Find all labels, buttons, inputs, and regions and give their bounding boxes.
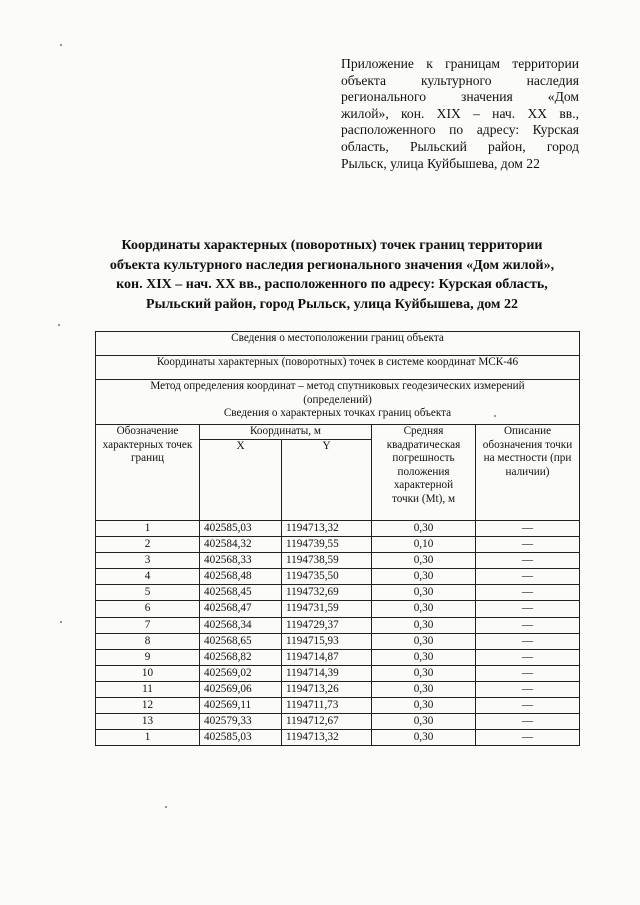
error-cell: 0,30: [372, 633, 476, 649]
error-cell: 0,30: [372, 569, 476, 585]
appendix-line: регионального значения «Дом: [341, 89, 579, 105]
table-row: [96, 730, 580, 746]
appendix-note: [341, 56, 579, 172]
point-number-cell: 10: [96, 665, 200, 681]
x-coordinate-cell: 402568,82: [200, 649, 282, 665]
title-line: кон. XIX – нач. XX вв., расположенного по адресу: Курская область,: [116, 277, 548, 292]
section-location-cell: Сведения о местоположении границ объекта: [96, 332, 580, 356]
x-coordinate-cell: 402585,03: [200, 730, 282, 746]
title-line: Координаты характерных (поворотных) точек границ территории: [121, 238, 543, 253]
table-row: [96, 553, 580, 569]
table-row: [96, 601, 580, 617]
x-coordinate-cell: 402569,06: [200, 681, 282, 697]
y-coordinate-cell: 1194714,39: [282, 665, 372, 681]
scan-speck: [60, 44, 62, 46]
table-row: [96, 617, 580, 633]
table-row: [96, 714, 580, 730]
x-coordinate-cell: 402585,03: [200, 521, 282, 537]
points-info-text: Сведения о характерных точках границ объекта: [223, 407, 452, 420]
table-row: [96, 537, 580, 553]
section-coordinate-system-cell: Координаты характерных (поворотных) точек в системе координат МСК-46: [96, 356, 580, 380]
y-coordinate-cell: 1194738,59: [282, 553, 372, 569]
y-coordinate-cell: 1194735,50: [282, 569, 372, 585]
x-coordinate-cell: 402568,33: [200, 553, 282, 569]
description-cell: —: [476, 730, 580, 746]
appendix-line: объекта культурного наследия: [341, 72, 579, 88]
header-designation: Обозначение характерных точек границ: [96, 425, 200, 521]
table-row: [96, 521, 580, 537]
y-coordinate-cell: 1194713,32: [282, 730, 372, 746]
document-title: [88, 236, 576, 314]
section-coordinate-system-row: [96, 356, 580, 380]
table-row: [96, 681, 580, 697]
scan-speck: [494, 415, 496, 417]
appendix-line: область, Рыльский район, город: [341, 138, 579, 154]
description-cell: —: [476, 585, 580, 601]
y-coordinate-cell: 1194711,73: [282, 698, 372, 714]
error-cell: 0,30: [372, 585, 476, 601]
point-number-cell: 7: [96, 617, 200, 633]
description-cell: —: [476, 569, 580, 585]
section-method-row: [96, 380, 580, 425]
error-cell: 0,30: [372, 521, 476, 537]
point-number-cell: 8: [96, 633, 200, 649]
error-cell: 0,30: [372, 665, 476, 681]
description-cell: —: [476, 521, 580, 537]
description-cell: —: [476, 681, 580, 697]
description-cell: —: [476, 601, 580, 617]
point-number-cell: 6: [96, 601, 200, 617]
description-cell: —: [476, 617, 580, 633]
header-description: Описание обозначения точки на местности (при наличии): [476, 425, 580, 521]
point-number-cell: 5: [96, 585, 200, 601]
x-coordinate-cell: 402568,47: [200, 601, 282, 617]
x-coordinate-cell: 402568,65: [200, 633, 282, 649]
y-coordinate-cell: 1194714,87: [282, 649, 372, 665]
coordinates-table: [95, 331, 580, 746]
y-coordinate-cell: 1194739,55: [282, 537, 372, 553]
header-row: [96, 425, 580, 440]
error-cell: 0,10: [372, 537, 476, 553]
point-number-cell: 9: [96, 649, 200, 665]
point-number-cell: 12: [96, 698, 200, 714]
error-cell: 0,30: [372, 601, 476, 617]
description-cell: —: [476, 649, 580, 665]
method-text: Метод определения координат – метод спутниковых геодезических измерений (определений): [150, 380, 525, 406]
x-coordinate-cell: 402568,34: [200, 617, 282, 633]
scan-speck: [58, 324, 60, 326]
appendix-line: жилой», кон. XIX – нач. XX вв.,: [341, 105, 579, 121]
point-number-cell: 1: [96, 521, 200, 537]
error-cell: 0,30: [372, 698, 476, 714]
description-cell: —: [476, 633, 580, 649]
table-row: [96, 585, 580, 601]
y-coordinate-cell: 1194713,26: [282, 681, 372, 697]
y-coordinate-cell: 1194713,32: [282, 521, 372, 537]
appendix-line: Приложение к границам территории: [341, 56, 579, 71]
table-row: [96, 698, 580, 714]
error-cell: 0,30: [372, 730, 476, 746]
point-number-cell: 4: [96, 569, 200, 585]
description-cell: —: [476, 537, 580, 553]
y-coordinate-cell: 1194729,37: [282, 617, 372, 633]
point-number-cell: 2: [96, 537, 200, 553]
description-cell: —: [476, 714, 580, 730]
table-row: [96, 649, 580, 665]
x-coordinate-cell: 402569,11: [200, 698, 282, 714]
header-x: X: [200, 440, 282, 521]
point-number-cell: 1: [96, 730, 200, 746]
title-line: объекта культурного наследия регионального значения «Дом жилой»,: [109, 257, 555, 273]
description-cell: —: [476, 665, 580, 681]
y-coordinate-cell: 1194715,93: [282, 633, 372, 649]
scan-speck: [60, 621, 62, 623]
section-location-row: [96, 332, 580, 356]
table-row: [96, 569, 580, 585]
title-line: Рыльский район, город Рыльск, улица Куйбышева, дом 22: [146, 296, 518, 312]
y-coordinate-cell: 1194732,69: [282, 585, 372, 601]
scan-speck: [165, 806, 167, 808]
error-cell: 0,30: [372, 681, 476, 697]
point-number-cell: 3: [96, 553, 200, 569]
x-coordinate-cell: 402579,33: [200, 714, 282, 730]
point-number-cell: 11: [96, 681, 200, 697]
table-row: [96, 665, 580, 681]
error-cell: 0,30: [372, 617, 476, 633]
section-method-cell: [96, 380, 580, 425]
header-error: Средняя квадратическая погрешность положения характерной точки (Mt), м: [372, 425, 476, 521]
appendix-line: расположенного по адресу: Курская: [341, 122, 579, 138]
x-coordinate-cell: 402568,45: [200, 585, 282, 601]
x-coordinate-cell: 402569,02: [200, 665, 282, 681]
error-cell: 0,30: [372, 553, 476, 569]
appendix-line: Рыльск, улица Куйбышева, дом 22: [341, 155, 540, 171]
error-cell: 0,30: [372, 649, 476, 665]
error-cell: 0,30: [372, 714, 476, 730]
y-coordinate-cell: 1194712,67: [282, 714, 372, 730]
description-cell: —: [476, 698, 580, 714]
point-number-cell: 13: [96, 714, 200, 730]
header-coordinates: Координаты, м: [200, 425, 372, 440]
header-y: Y: [282, 440, 372, 521]
description-cell: —: [476, 553, 580, 569]
y-coordinate-cell: 1194731,59: [282, 601, 372, 617]
x-coordinate-cell: 402568,48: [200, 569, 282, 585]
x-coordinate-cell: 402584,32: [200, 537, 282, 553]
table-row: [96, 633, 580, 649]
